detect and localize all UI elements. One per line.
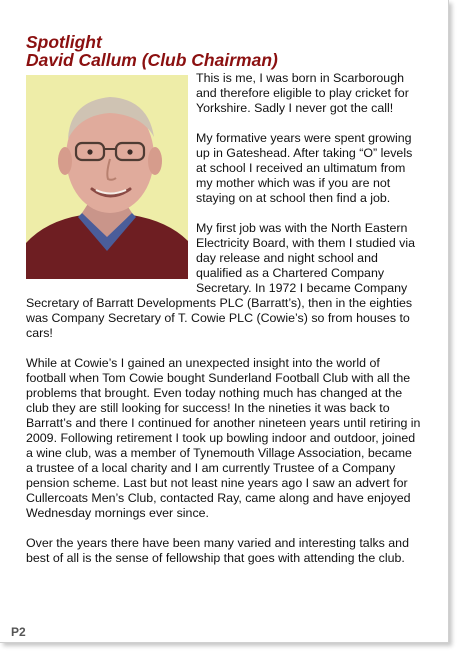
article-paragraph: While at Cowie’s I gained an unexpected insight into the world of football when Tom Cowie bought Sunderland Football Club with all the problems that brought. Even today nothing much has changed at the club they are still looking for success! In the nineties it was back to Barratt’s and there I continued for another nineteen years until retiring in 2009. Following retirement I took up bowling indoor and outdoor, joined a wine club, was a member of Tynemouth Village Association, became a trustee of a local charity and I am currently Trustee of a Company pension scheme. Last but not least nine years ago I saw an advert for Cullercoats Men’s Club, contacted Ray, came along and have enjoyed Wednesday mornings ever since. <box>26 356 421 520</box>
article-body <box>26 71 421 581</box>
article-paragraph: Over the years there have been many varied and interesting talks and best of all is the sense of fellowship that goes with attending the club. <box>26 536 409 565</box>
article-paragraph: My formative years were spent growing up in Gateshead. After taking “O” levels at school I received an ultimatum from my mother which was if you are not staying on at school then find a job. <box>196 131 413 205</box>
article-paragraph: My first job was with the North Eastern Electricity Board, with them I studied via day release and night school and qualified as a Chartered Company Secretary. In 1972 I became Company Secretary of Barratt Developments PLC (Barratt’s), then in the eighties was Company Secretary of T. Cowie PLC (Cowie’s) so from houses to cars! <box>26 221 415 340</box>
section-label: Spotlight <box>26 32 102 52</box>
article-heading <box>26 33 278 69</box>
page-number: P2 <box>11 625 26 639</box>
article-paragraph: This is me, I was born in Scarborough and therefore eligible to play cricket for Yorkshire. Sadly I never got the call! <box>196 71 409 115</box>
article-title: David Callum (Club Chairman) <box>26 50 278 70</box>
photo-text-wrap-spacer <box>26 71 196 282</box>
